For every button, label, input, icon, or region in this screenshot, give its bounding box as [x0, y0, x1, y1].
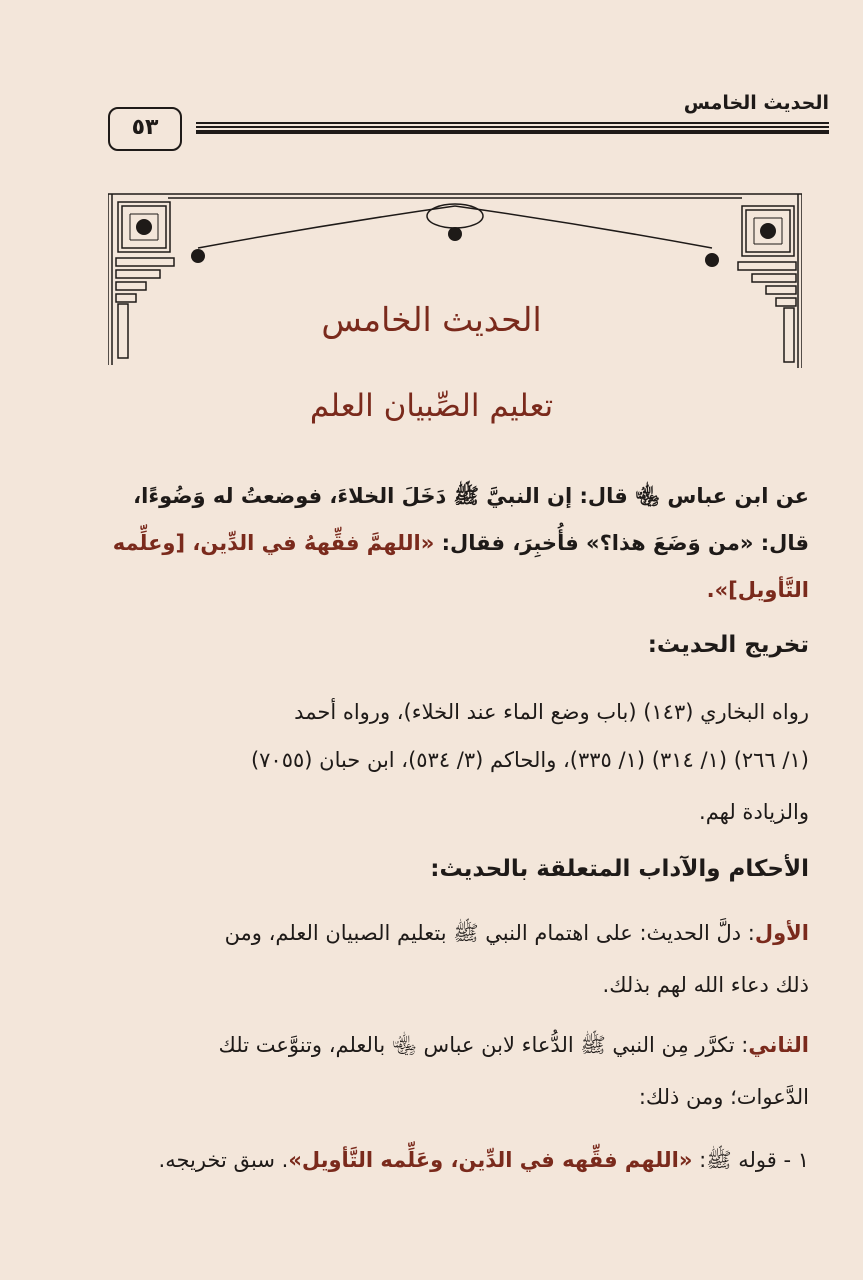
takhrij-line-3: والزيادة لهم. — [699, 800, 809, 824]
second-point-line-1 — [54, 1030, 809, 1060]
item-1-dua: «اللهم فقِّهه في الدِّين، وعَلِّمه التَّأويل» — [288, 1148, 693, 1172]
header-rules — [196, 122, 829, 136]
second-label: الثاني — [748, 1033, 809, 1057]
chapter-subtitle: تعليم الصِّبيان العلم — [309, 388, 554, 424]
hadith-line-1: عن ابن عباس ﵄ قال: إن النبيَّ ﷺ دَخَلَ الخلاءَ، فوضعتُ له وَضُوءًا، — [133, 484, 809, 508]
takhrij-heading: تخريج الحديث: — [647, 632, 809, 658]
ornamental-frame — [108, 190, 802, 372]
running-title: الحديث الخامس — [683, 92, 829, 114]
item-1-a: ١ - قوله ﷺ: — [692, 1148, 809, 1172]
first-point-line-2: ذلك دعاء الله لهم بذلك. — [602, 973, 809, 997]
chapter-title: الحديث الخامس — [321, 300, 542, 339]
first-point-line-1 — [54, 918, 809, 948]
hadith-dua: «اللهمَّ فقِّههُ في الدِّين، [وعلِّمه — [112, 531, 435, 555]
first-text: : دلَّ الحديث: على اهتمام النبي ﷺ بتعليم الصبيان العلم، ومن — [224, 921, 755, 945]
second-point-line-2: الدَّعوات؛ ومن ذلك: — [638, 1085, 809, 1109]
hadith-line-2-a: قال: «من وَضَعَ هذا؟» فأُخبِرَ، فقال: — [434, 531, 809, 555]
takhrij-line-2: (١/ ٢٦٦) (١/ ٣١٤) (١/ ٣٣٥)، والحاكم (٣/ ٥٣٤)، ابن حبان (٧٠٥٥) — [250, 748, 809, 772]
takhrij-line-1: رواه البخاري (١٤٣) (باب وضع الماء عند الخلاء)، ورواه أحمد — [294, 700, 809, 724]
hadith-line-3: التَّأويل]». — [706, 578, 809, 602]
item-1 — [54, 1145, 809, 1175]
page-number: ٥٣ — [108, 107, 182, 151]
hadith-line-2 — [54, 528, 809, 558]
item-1-c: . سبق تخريجه. — [158, 1148, 289, 1172]
ahkam-heading: الأحكام والآداب المتعلقة بالحديث: — [430, 856, 809, 882]
second-text: : تكرَّر مِن النبي ﷺ الدُّعاء لابن عباس ﵄ بالعلم، وتنوَّعت تلك — [218, 1033, 749, 1057]
first-label: الأول — [754, 921, 809, 945]
